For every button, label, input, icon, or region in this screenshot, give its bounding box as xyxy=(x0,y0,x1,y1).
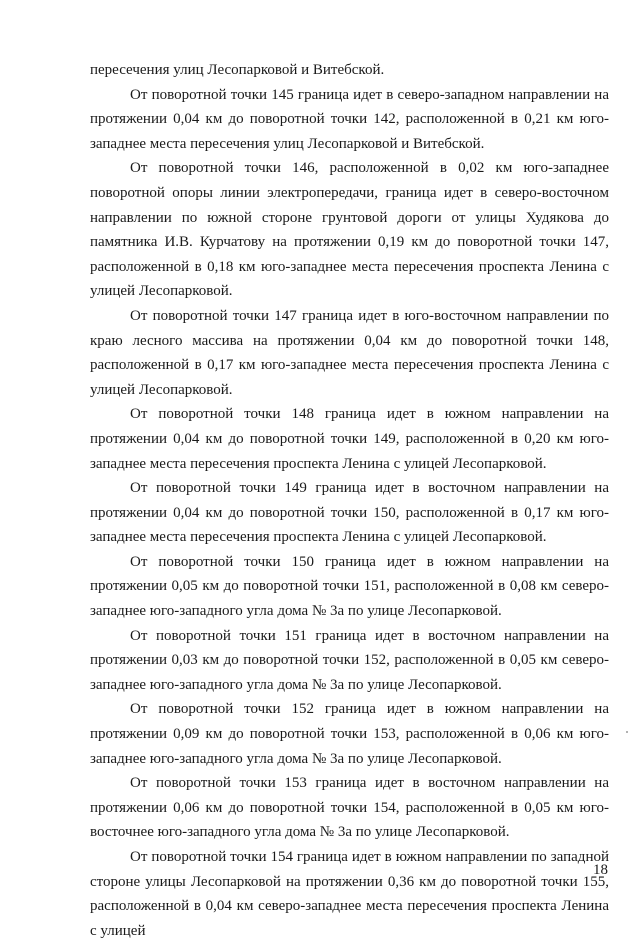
paragraph-point-149: От поворотной точки 149 граница идет в восточном направлении на протяжении 0,04 км до поворотной точки 150, расположенной в 0,17 км юго-западнее места пересечения проспекта Ленина с улицей Лесопарковой. xyxy=(90,480,609,546)
paragraph-point-147: От поворотной точки 147 граница идет в юго-восточном направлении по краю лесного массива на протяжении 0,04 км до поворотной точки 148, расположенной в 0,17 км юго-западнее места пересечения проспекта Ленина с улицей Лесопарковой. xyxy=(90,307,609,398)
page-number: 18 xyxy=(593,862,608,878)
paragraph-point-154: От поворотной точки 154 граница идет в южном направлении по западной стороне улицы Лесопарковой на протяжении 0,36 км до поворотной точки 155, расположенной в 0,04 км северо-западнее места пересечения проспекта Ленина с улицей xyxy=(90,849,609,939)
paragraph-point-145: От поворотной точки 145 граница идет в северо-западном направлении на протяжении 0,04 км до поворотной точки 142, расположенной в 0,21 км юго-западнее места пересечения улиц Лесопарковой и Витебской. xyxy=(90,86,609,152)
paragraph-point-148: От поворотной точки 148 граница идет в южном направлении на протяжении 0,04 км до поворотной точки 149, расположенной в 0,20 км юго-западнее места пересечения проспекта Ленина с улицей Лесопарковой. xyxy=(90,406,609,472)
paragraph-point-146: От поворотной точки 146, расположенной в 0,02 км юго-западнее поворотной опоры линии электропередачи, граница идет в северо-восточном направлении по южной стороне грунтовой дороги от улицы Худякова до памятника И.В. Курчатову на протяжении 0,19 км до поворотной точки 147, расположенной в 0,18 км юго-западнее места пересечения проспекта Ленина с улицей Лесопарковой. xyxy=(90,160,609,300)
paragraph-continuation: пересечения улиц Лесопарковой и Витебской. xyxy=(90,62,385,78)
paragraph-point-150: От поворотной точки 150 граница идет в южном направлении на протяжении 0,05 км до поворотной точки 151, расположенной в 0,08 км северо-западнее юго-западного угла дома № 3а по улице Лесопарковой. xyxy=(90,553,609,620)
scan-speck xyxy=(626,731,628,733)
paragraph-point-151: От поворотной точки 151 граница идет в восточном направлении на протяжении 0,03 км до поворотной точки 152, расположенной в 0,05 км северо-западнее юго-западного угла дома № 3а по улице Лесопарковой. xyxy=(90,627,609,693)
paragraph-point-152: От поворотной точки 152 граница идет в южном направлении на протяжении 0,09 км до поворотной точки 153, расположенной в 0,06 км юго-западнее юго-западного угла дома № 3а по улице Лесопарковой. xyxy=(90,701,609,767)
paragraph-point-153: От поворотной точки 153 граница идет в восточном направлении на протяжении 0,06 км до поворотной точки 154, расположенной в 0,05 км юго-восточнее юго-западного угла дома № 3а по улице Лесопарковой. xyxy=(90,775,609,841)
document-body xyxy=(90,58,609,943)
